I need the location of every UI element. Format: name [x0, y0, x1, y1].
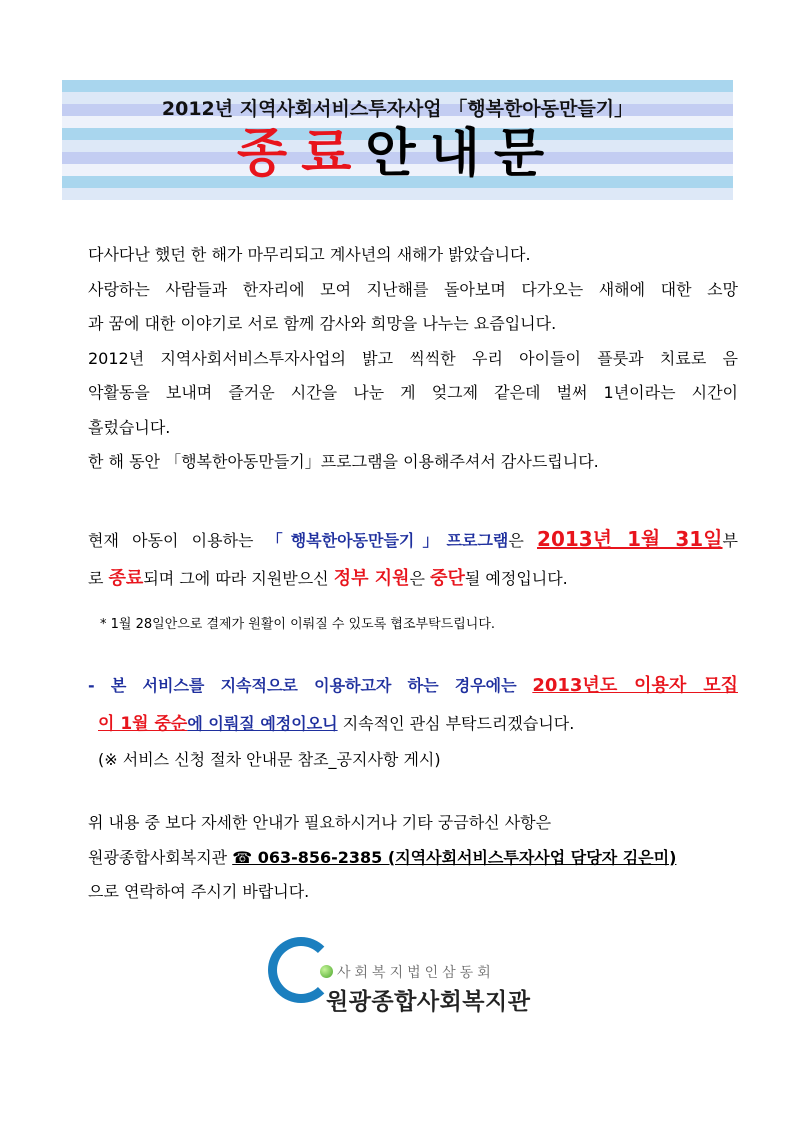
welfare-center-logo — [268, 935, 548, 1015]
end-date: 2013년 1월 31일 — [537, 527, 723, 551]
notice-text: 현재 아동이 이용하는 — [88, 531, 267, 550]
payment-note: * 1월 28일안으로 결제가 원활이 이뤄질 수 있도록 협조부탁드립니다. — [100, 617, 496, 632]
gov-support: 정부 지원 — [333, 568, 410, 589]
logo-foundation-name: 사회복지법인삼동회 — [337, 965, 495, 981]
banner-title — [62, 124, 733, 184]
title-red-part: 종료 — [236, 124, 366, 184]
intro-line: 흘렀습니다. — [88, 417, 171, 437]
notice-text: 부 — [722, 531, 738, 550]
title-banner — [62, 80, 733, 200]
program-name: 「행복한아동만들기」프로그램 — [266, 531, 509, 550]
spacer — [517, 676, 533, 695]
intro-line: 악활동을 보내며 즐거운 시간을 나눈 게 엊그제 같은데 벌써 1년이라는 시간이 — [88, 383, 738, 402]
end-word: 종료 — [108, 568, 144, 589]
contact-line: 위 내용 중 보다 자세한 안내가 필요하시거나 기타 궁금하신 사항은 — [88, 813, 552, 832]
notice-text: 은 — [508, 531, 538, 550]
intro-line: 2012년 지역사회서비스투자사업의 밝고 씩씩한 우리 아이들이 플룻과 치료로 음 — [88, 348, 738, 368]
notice-text: 되며 그에 따라 지원받으신 — [143, 569, 334, 588]
contact-line: 으로 연락하여 주시기 바랍니다. — [88, 882, 310, 901]
dash-marker: - — [88, 676, 111, 695]
recruit-year: 2013년도 이용자 모집 — [532, 675, 738, 696]
recruit-month: 이 1월 중순 — [98, 714, 188, 734]
notice-paragraph — [88, 520, 738, 598]
title-black-part: 안내문 — [365, 124, 559, 184]
contact-paragraph — [88, 806, 738, 910]
service-line — [88, 667, 738, 705]
service-continue-text: 본 서비스를 지속적으로 이용하고자 하는 경우에는 — [110, 676, 517, 695]
service-line — [88, 705, 738, 743]
notice-text: 은 — [409, 569, 431, 588]
contact-phone: ☎ 063-856-2385 (지역사회서비스투자사업 담당자 김은미) — [232, 847, 677, 867]
notice-text: 로 — [88, 569, 109, 588]
intro-line: 과 꿈에 대한 이야기로 서로 함께 감사와 희망을 나누는 요즘입니다. — [88, 314, 557, 333]
stop-word: 중단 — [430, 568, 465, 589]
intro-paragraph — [88, 238, 738, 480]
recruit-plan: 에 이뤄질 예정이오니 — [187, 714, 338, 733]
notice-line — [88, 560, 738, 598]
service-text: 지속적인 관심 부탁드리겠습니다. — [337, 714, 575, 733]
notice-text: 될 예정입니다. — [464, 569, 568, 588]
intro-line: 다사다난 했던 한 해가 마무리되고 계사년의 새해가 밝았습니다. — [88, 245, 531, 264]
intro-line: 사랑하는 사람들과 한자리에 모여 지난해를 돌아보며 다가오는 새해에 대한 소망 — [88, 279, 738, 299]
banner-subtitle: 2012년 지역사회서비스투자사업 「행복한아동만들기」 — [161, 98, 634, 120]
logo-center-name: 원광종합사회복지관 — [326, 989, 531, 1015]
contact-org: 원광종합사회복지관 — [88, 847, 233, 867]
notice-line — [88, 520, 738, 560]
service-paragraph — [88, 667, 738, 777]
contact-line — [88, 841, 738, 876]
intro-line: 한 해 동안 「행복한아동만들기」프로그램을 이용해주셔서 감사드립니다. — [88, 452, 599, 471]
logo-dot-icon — [320, 965, 333, 978]
service-ref: (※ 서비스 신청 절차 안내문 참조_공지사항 게시) — [98, 750, 441, 769]
